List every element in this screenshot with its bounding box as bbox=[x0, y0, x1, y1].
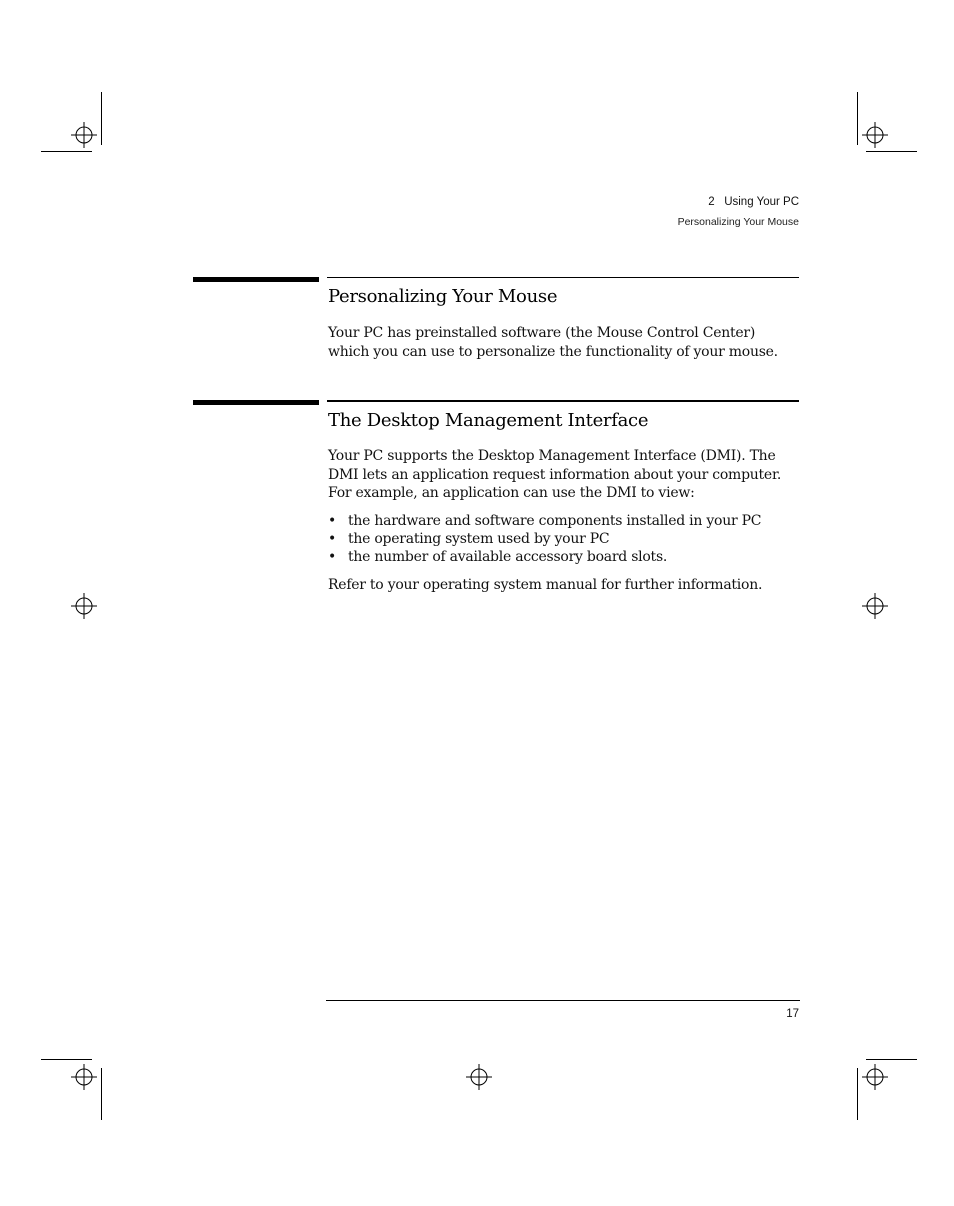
registration-mark-icon bbox=[71, 1064, 97, 1090]
registration-mark-icon bbox=[862, 1064, 888, 1090]
running-header-section: Personalizing Your Mouse bbox=[677, 216, 799, 228]
bullet-icon: • bbox=[328, 513, 337, 529]
section-rule bbox=[327, 277, 799, 278]
list-item-text: the operating system used by your PC bbox=[348, 531, 610, 548]
section-bar bbox=[193, 400, 319, 405]
registration-mark-icon bbox=[71, 122, 97, 148]
list-item-text: the hardware and software components installed in your PC bbox=[348, 513, 762, 529]
crop-mark-top-right-horizontal bbox=[866, 151, 917, 152]
page-number: 17 bbox=[786, 1008, 799, 1020]
registration-mark-icon bbox=[862, 122, 888, 148]
crop-mark-top-right-vertical bbox=[857, 92, 858, 145]
list-item bbox=[328, 530, 800, 548]
crop-mark-bottom-right-vertical bbox=[857, 1068, 858, 1120]
registration-mark-icon bbox=[466, 1064, 492, 1090]
list-item bbox=[328, 512, 800, 530]
crop-mark-bottom-left-horizontal bbox=[41, 1059, 92, 1060]
crop-mark-bottom-right-horizontal bbox=[866, 1059, 917, 1060]
footer-rule bbox=[326, 1000, 800, 1001]
crop-mark-bottom-left-vertical bbox=[101, 1068, 102, 1120]
crop-mark-top-left-vertical bbox=[101, 92, 102, 145]
section-heading-dmi: The Desktop Management Interface bbox=[328, 410, 649, 431]
bullet-icon: • bbox=[328, 549, 337, 566]
section-bar bbox=[193, 277, 319, 282]
list-item bbox=[328, 548, 800, 566]
section-closing-dmi: Refer to your operating system manual for further information. bbox=[328, 577, 763, 593]
registration-mark-icon bbox=[71, 593, 97, 619]
section-heading-mouse: Personalizing Your Mouse bbox=[328, 286, 558, 307]
dmi-bullet-list bbox=[328, 512, 800, 567]
section-paragraph-mouse: Your PC has preinstalled software (the Mouse Control Center) which you can use to personalize the functionality of your mouse. bbox=[328, 325, 778, 360]
crop-mark-top-left-horizontal bbox=[41, 151, 92, 152]
list-item-text: the number of available accessory board slots. bbox=[348, 549, 668, 566]
section-rule bbox=[327, 400, 799, 402]
bullet-icon: • bbox=[328, 531, 337, 548]
running-header-chapter: 2 Using Your PC bbox=[708, 196, 799, 208]
registration-mark-icon bbox=[862, 593, 888, 619]
section-paragraph-dmi: Your PC supports the Desktop Management Interface (DMI). The DMI lets an application request information about your computer. For example, an application can use the DMI to view: bbox=[328, 448, 782, 501]
